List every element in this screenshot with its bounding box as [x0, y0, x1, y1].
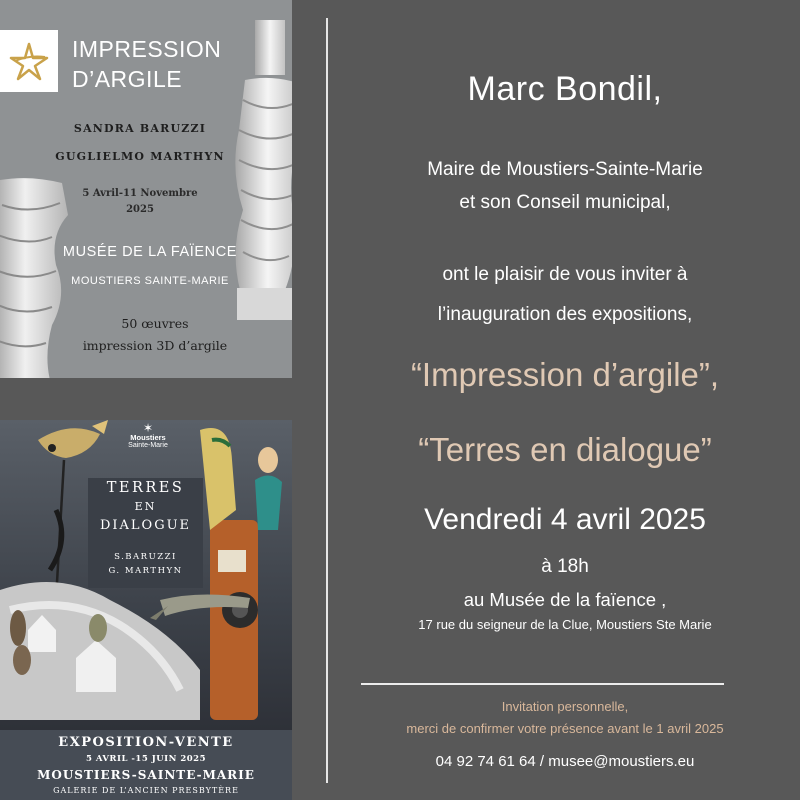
moustiers-logo	[118, 422, 178, 449]
poster1-artist-1: SANDRA BARUZZI	[73, 122, 207, 135]
event-time: à 18h	[541, 556, 589, 577]
vertical-divider	[326, 18, 328, 783]
poster2-expo-label: EXPOSITION-VENTE	[58, 735, 234, 750]
poster2-title-line2: EN	[134, 500, 157, 513]
event-address: 17 rue du seigneur de la Clue, Moustiers Ste Marie	[418, 617, 712, 632]
poster1-dates-line1: 5 Avril-11 Novembre	[82, 188, 198, 199]
host-name: Marc Bondil,	[467, 70, 663, 108]
logo-box	[0, 30, 58, 92]
logo-line1: Moustiers	[130, 433, 166, 442]
poster-impression-argile	[0, 0, 292, 378]
poster2-artist-2: G. MARTHYN	[108, 566, 183, 576]
poster1-town: MOUSTIERS SAINTE-MARIE	[71, 275, 229, 287]
poster2-artist-1: S.BARUZZI	[114, 552, 177, 562]
exhibition-2-title: “Terres en dialogue”	[418, 431, 712, 468]
star-logo-icon: ✶	[142, 421, 154, 435]
host-role-line1: Maire de Moustiers-Sainte-Marie	[427, 159, 703, 180]
poster1-works-line2: impression 3D d’argile	[82, 338, 228, 353]
poster1-title	[72, 34, 221, 94]
host-role-line2: et son Conseil municipal,	[459, 192, 671, 213]
poster1-museum: MUSÉE DE LA FAÏENCE	[62, 244, 238, 260]
star-brush-icon	[9, 41, 49, 81]
note-line1: Invitation personnelle,	[501, 699, 629, 714]
horizontal-divider	[361, 683, 724, 685]
contact-info: 04 92 74 61 64 / musee@moustiers.eu	[435, 753, 695, 770]
note-line2: merci de confirmer votre présence avant le 1 avril 2025	[406, 721, 724, 736]
poster1-title-line2: D’ARGILE	[72, 66, 183, 92]
poster1-works-line1: 50 œuvres	[121, 316, 189, 331]
logo-line2: Sainte-Marie	[128, 442, 168, 449]
event-date: Vendredi 4 avril 2025	[424, 503, 706, 536]
invite-line1: ont le plaisir de vous inviter à	[442, 264, 688, 285]
poster2-gallery: GALERIE DE L’ANCIEN PRESBYTÈRE	[53, 786, 239, 795]
poster1-artist-2: GUGLIELMO MARTHYN	[55, 150, 225, 163]
exhibition-1-title: “Impression d’argile”,	[410, 356, 720, 393]
poster2-title-line1: TERRES	[106, 480, 185, 496]
event-place: au Musée de la faïence ,	[463, 589, 667, 610]
poster1-title-line1: IMPRESSION	[72, 36, 222, 62]
poster2-dates: 5 AVRIL -15 JUIN 2025	[85, 754, 207, 764]
poster2-town: MOUSTIERS-SAINTE-MARIE	[37, 768, 255, 782]
poster-terres-en-dialogue	[0, 420, 292, 800]
poster2-title-line3: DIALOGUE	[99, 518, 192, 533]
poster1-dates-line2: 2025	[126, 204, 154, 215]
invite-line2: l’inauguration des expositions,	[437, 304, 693, 325]
poster2-artists	[88, 550, 203, 578]
